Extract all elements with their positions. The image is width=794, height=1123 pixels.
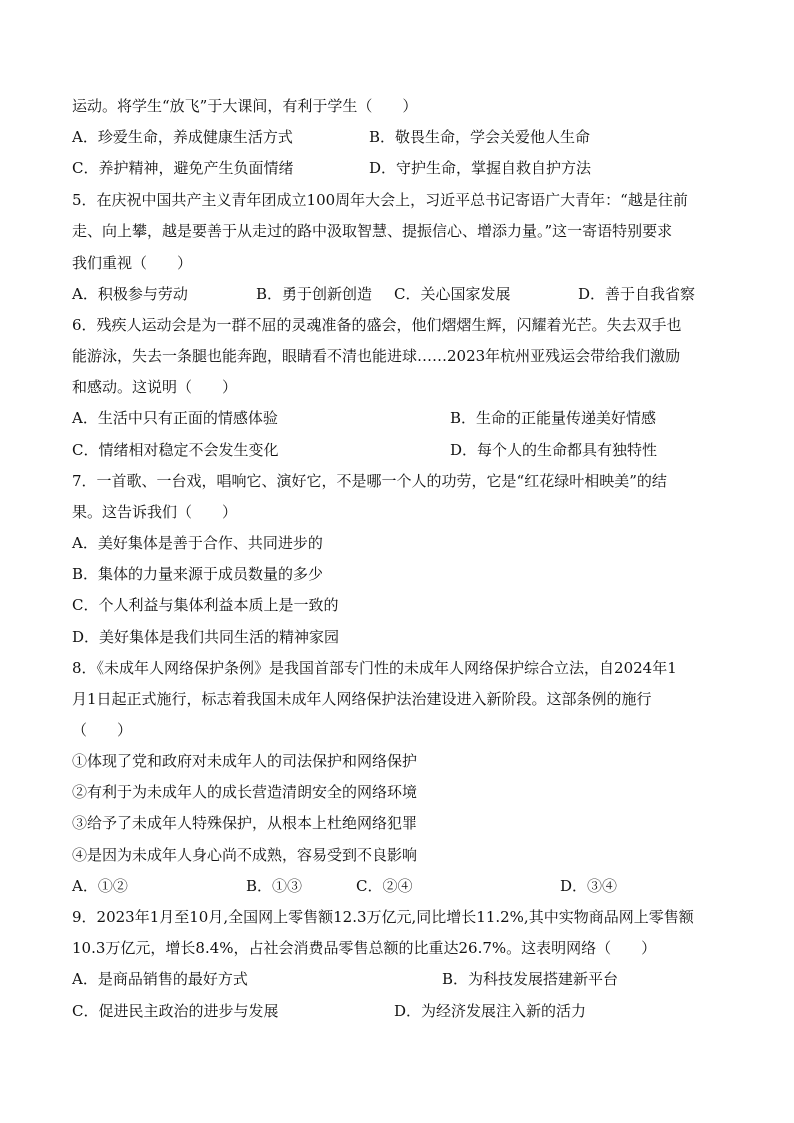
q8-statement-2: ②有利于为未成年人的成长营造清朗安全的网络环境 <box>72 783 418 801</box>
q9-option-a: A．是商品销售的最好方式 <box>72 970 248 988</box>
q7-option-c: C．个人利益与集体利益本质上是一致的 <box>72 596 339 614</box>
q8-stem-line-1: 8．《未成年人网络保护条例》是我国首部专门性的未成年人网络保护综合立法，自2024年1 <box>72 659 677 677</box>
q9-option-c: C．促进民主政治的进步与发展 <box>72 1002 279 1020</box>
q7-stem-line-1: 7．一首歌、一台戏，唱响它、演好它，不是哪一个人的功劳，它是“红花绿叶相映美”的结 <box>72 472 667 490</box>
q8-option-b: B．①③ <box>246 877 303 895</box>
q9-stem-line-1: 9．2023年1月至10月,全国网上零售额12.3万亿元,同比增长11.2%,其中实物商品网上零售额 <box>72 908 694 926</box>
q8-stem-line-2: 月1日起正式施行，标志着我国未成年人网络保护法治建设进入新阶段。这部条例的施行 <box>72 690 652 708</box>
q9-option-b: B．为科技发展搭建新平台 <box>442 970 619 988</box>
q6-stem-line-2: 能游泳，失去一条腿也能奔跑，眼睛看不清也能进球……2023年杭州亚残运会带给我们激励 <box>72 347 681 365</box>
q5-option-d: D．善于自我省察 <box>578 285 696 303</box>
q6-option-b: B．生命的正能量传递美好情感 <box>450 409 657 427</box>
q8-statement-1: ①体现了党和政府对未成年人的司法保护和网络保护 <box>72 752 418 770</box>
q8-option-a: A．①② <box>72 877 128 895</box>
q4-stem-line: 运动。将学生“放飞”于大课间，有利于学生（ ） <box>72 97 418 115</box>
q8-option-d: D．③④ <box>560 877 618 895</box>
q7-option-b: B．集体的力量来源于成员数量的多少 <box>72 565 324 583</box>
q9-stem-line-2: 10.3万亿元，增长8.4%，占社会消费品零售总额的比重达26.7%。这表明网络（ ） <box>72 939 657 957</box>
q6-stem-line-1: 6．残疾人运动会是为一群不屈的灵魂准备的盛会，他们熠熠生辉，闪耀着光芒。失去双手也 <box>72 316 682 334</box>
q8-stem-line-3: （ ） <box>72 721 133 739</box>
q8-option-c: C．②④ <box>356 877 413 895</box>
q7-option-d: D．美好集体是我们共同生活的精神家园 <box>72 628 340 646</box>
q7-stem-line-2: 果。这告诉我们（ ） <box>72 503 238 521</box>
q9-option-d: D．为经济发展注入新的活力 <box>394 1002 587 1020</box>
q5-option-c: C．关心国家发展 <box>394 285 511 303</box>
q4-option-c: C．养护精神，避免产生负面情绪 <box>72 159 294 177</box>
q7-option-a: A．美好集体是善于合作、共同进步的 <box>72 534 323 552</box>
q6-option-c: C．情绪相对稳定不会发生变化 <box>72 441 279 459</box>
q5-option-b: B．勇于创新创造 <box>256 285 373 303</box>
q5-option-a: A．积极参与劳动 <box>72 285 188 303</box>
q5-stem-line-3: 我们重视（ ） <box>72 254 193 272</box>
q4-option-a: A．珍爱生命，养成健康生活方式 <box>72 128 293 146</box>
q5-stem-line-1: 5．在庆祝中国共产主义青年团成立100周年大会上，习近平总书记寄语广大青年：“越是往前 <box>72 191 688 209</box>
q6-stem-line-3: 和感动。这说明（ ） <box>72 378 238 396</box>
q8-statement-4: ④是因为未成年人身心尚不成熟，容易受到不良影响 <box>72 846 418 864</box>
q6-option-d: D．每个人的生命都具有独特性 <box>450 441 658 459</box>
q8-statement-3: ③给予了未成年人特殊保护，从根本上杜绝网络犯罪 <box>72 814 418 832</box>
q4-option-b: B．敬畏生命，学会关爱他人生命 <box>369 128 591 146</box>
q6-option-a: A．生活中只有正面的情感体验 <box>72 409 278 427</box>
q5-stem-line-2: 走、向上攀，越是要善于从走过的路中汲取智慧、提振信心、增添力量。”这一寄语特别要求 <box>72 222 673 240</box>
q4-option-d: D．守护生命，掌握自救自护方法 <box>369 159 592 177</box>
